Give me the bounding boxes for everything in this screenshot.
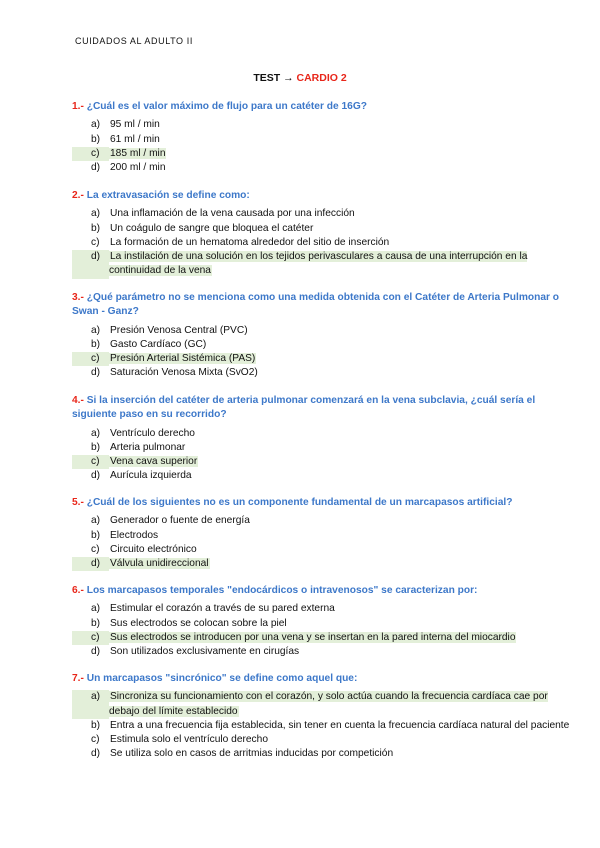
title-topic: CARDIO 2 <box>296 72 347 84</box>
option-text: Sus electrodos se colocan sobre la piel <box>110 617 287 629</box>
option <box>72 338 579 352</box>
option-text: Circuito electrónico <box>110 543 197 555</box>
question-text <box>72 672 579 686</box>
question-text <box>72 394 579 423</box>
option <box>72 469 579 483</box>
option-letter: d) <box>91 367 101 379</box>
option-text: Gasto Cardíaco (GC) <box>110 338 207 350</box>
question-prompt: ¿Qué parámetro no se menciona como una medida obtenida con el Catéter de Arteria Pulmonar o Swan - Ganz? <box>72 292 560 318</box>
option <box>72 161 579 175</box>
question-number: 4.- <box>72 395 84 406</box>
option-text: 61 ml / min <box>110 133 160 145</box>
option-letter: b) <box>91 222 101 234</box>
option-text: Presión Arterial Sistémica (PAS) <box>110 353 256 365</box>
option-letter: a) <box>91 119 101 131</box>
option-text: Sincroniza su funcionamiento con el corazón, y solo actúa cuando la frecuencia cardíaca cae por debajo del límite establecido <box>109 691 548 717</box>
option-text: Se utiliza solo en casos de arritmias inducidas por competición <box>110 748 394 760</box>
option-letter: b) <box>91 133 101 145</box>
option-letter: d) <box>91 748 101 760</box>
question-number: 3.- <box>72 292 84 303</box>
question-6 <box>72 584 579 659</box>
question-1 <box>72 100 579 175</box>
option <box>72 543 579 557</box>
option-text: 200 ml / min <box>110 162 166 174</box>
option-list <box>72 602 579 659</box>
question-text <box>72 291 579 320</box>
option-text: Arteria pulmonar <box>110 441 186 453</box>
question-text <box>72 100 579 114</box>
option <box>72 602 579 616</box>
option-text: La formación de un hematoma alrededor del sitio de inserción <box>110 236 390 248</box>
question-4 <box>72 394 579 484</box>
option-text: Ventrículo derecho <box>110 427 195 439</box>
document-header: CUIDADOS AL ADULTO II <box>75 36 193 46</box>
option <box>72 324 579 338</box>
option-correct <box>72 455 579 469</box>
question-7 <box>72 672 579 762</box>
question-number: 1.- <box>72 101 84 112</box>
option-text: Sus electrodos se introducen por una vena y se insertan en la pared interna del miocardio <box>110 631 516 643</box>
option-correct <box>72 690 579 719</box>
question-prompt: ¿Cuál es el valor máximo de flujo para un catéter de 16G? <box>83 101 367 112</box>
option <box>72 733 579 747</box>
question-number: 7.- <box>72 673 84 684</box>
option-text: 95 ml / min <box>110 119 160 131</box>
question-3 <box>72 291 579 381</box>
option-letter: d) <box>91 162 101 174</box>
option <box>72 529 579 543</box>
title-prefix: TEST → <box>253 72 297 84</box>
option-correct <box>72 352 579 366</box>
option-letter: c) <box>72 147 109 161</box>
option-letter: b) <box>91 617 101 629</box>
option-letter: b) <box>91 529 101 541</box>
option-correct <box>72 557 579 571</box>
question-number: 2.- <box>72 190 84 201</box>
option-text: Presión Venosa Central (PVC) <box>110 324 248 336</box>
option-letter: a) <box>91 515 101 527</box>
option-letter: a) <box>91 603 101 615</box>
option-letter: d) <box>91 646 101 658</box>
option-letter: a) <box>91 208 101 220</box>
page-title <box>0 72 600 84</box>
option <box>72 719 579 733</box>
option-text: Aurícula izquierda <box>110 470 192 482</box>
question-number: 5.- <box>72 497 84 508</box>
option-text: Un coágulo de sangre que bloquea el catéter <box>110 222 314 234</box>
option-text: Generador o fuente de energía <box>110 515 250 527</box>
question-prompt: ¿Cuál de los siguientes no es un componente fundamental de un marcapasos artificial? <box>83 497 513 508</box>
option <box>72 617 579 631</box>
option-letter: c) <box>91 543 100 555</box>
option-text: Saturación Venosa Mixta (SvO2) <box>110 367 258 379</box>
option-list <box>72 324 579 381</box>
option-letter: c) <box>72 455 109 469</box>
option <box>72 441 579 455</box>
option-text: Estimula solo el ventrículo derecho <box>110 734 268 746</box>
option-letter: b) <box>91 338 101 350</box>
option <box>72 207 579 221</box>
option-correct <box>72 250 579 279</box>
option-letter: b) <box>91 719 101 731</box>
option-letter: d) <box>72 250 109 279</box>
question-prompt: Los marcapasos temporales "endocárdicos o intravenosos" se caracterizan por: <box>83 585 478 596</box>
question-prompt: La extravasación se define como: <box>83 190 250 201</box>
option <box>72 514 579 528</box>
option-letter: d) <box>72 557 109 571</box>
option-letter: c) <box>91 734 100 746</box>
option-list <box>72 118 579 175</box>
option <box>72 747 579 761</box>
question-text <box>72 496 579 510</box>
option-text: La instilación de una solución en los tejidos perivasculares a causa de una interrupción en la continuidad de la vena <box>109 251 528 277</box>
option-text: Vena cava superior <box>110 456 198 468</box>
question-5 <box>72 496 579 571</box>
option-letter: a) <box>72 690 109 719</box>
option-text: Válvula unidireccional <box>110 558 209 570</box>
option <box>72 427 579 441</box>
option <box>72 118 579 132</box>
question-prompt: Si la inserción del catéter de arteria pulmonar comenzará en la vena subclavia, ¿cuál sería el siguiente paso en su recorrido? <box>72 395 536 421</box>
option-list <box>72 514 579 571</box>
option-correct <box>72 631 579 645</box>
option <box>72 645 579 659</box>
option-list <box>72 427 579 484</box>
option <box>72 133 579 147</box>
option-text: 185 ml / min <box>110 147 166 159</box>
option-text: Entra a una frecuencia fija establecida, sin tener en cuenta la frecuencia cardíaca natural del paciente <box>110 719 570 731</box>
option-letter: a) <box>91 324 101 336</box>
option-letter: b) <box>91 441 101 453</box>
question-text <box>72 584 579 598</box>
option-text: Una inflamación de la vena causada por una infección <box>110 208 355 220</box>
option <box>72 236 579 250</box>
option-list <box>72 690 579 761</box>
option-letter: d) <box>91 470 101 482</box>
option-letter: c) <box>72 352 109 366</box>
option-text: Estimular el corazón a través de su pared externa <box>110 603 335 615</box>
option-letter: c) <box>72 631 109 645</box>
option-letter: a) <box>91 427 101 439</box>
question-number: 6.- <box>72 585 84 596</box>
option-text: Son utilizados exclusivamente en cirugías <box>110 646 300 658</box>
option <box>72 222 579 236</box>
option <box>72 366 579 380</box>
question-prompt: Un marcapasos "sincrónico" se define como aquel que: <box>83 673 358 684</box>
option-letter: c) <box>91 236 100 248</box>
question-text <box>72 189 579 203</box>
option-text: Electrodos <box>110 529 159 541</box>
option-correct <box>72 147 579 161</box>
question-2 <box>72 189 579 279</box>
option-list <box>72 207 579 278</box>
